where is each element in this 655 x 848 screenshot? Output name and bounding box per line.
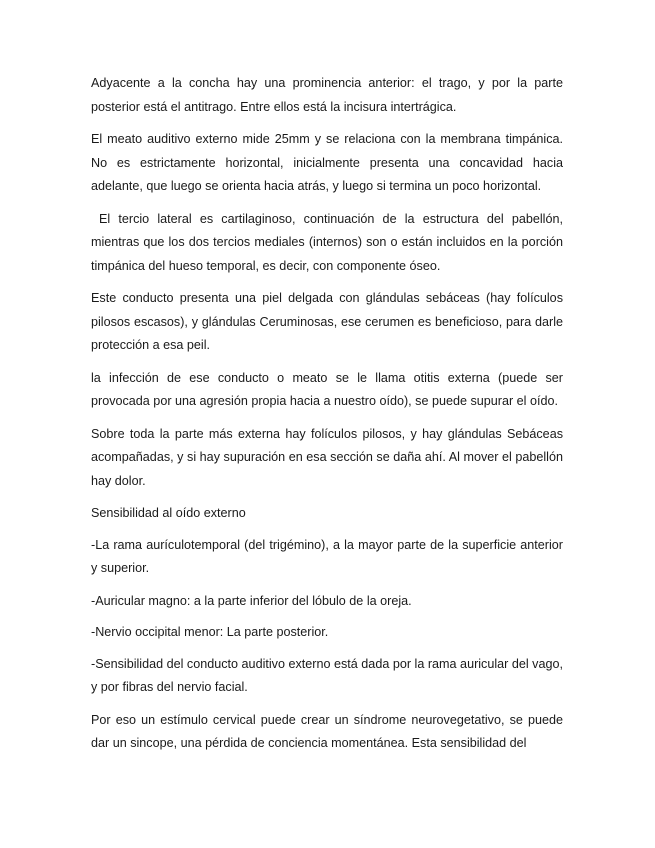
paragraph-conducto-sensibilidad: -Sensibilidad del conducto auditivo externo está dada por la rama auricular del vago, y por fibras del nervio facial. [91, 656, 563, 694]
paragraph-sensibilidad-heading: Sensibilidad al oído externo [91, 506, 246, 520]
paragraph-tercio-lateral: El tercio lateral es cartilaginoso, continuación de la estructura del pabellón, mientras que los dos tercios mediales (internos) son o están incluidos en la porción timpánica del hueso temporal, es decir, con componente óseo. [91, 211, 563, 273]
paragraph-conducto-piel: Este conducto presenta una piel delgada con glándulas sebáceas (hay folículos pilosos escasos), y glándulas Ceruminosas, ese cerumen es beneficioso, para darle protección a esa peil. [91, 291, 563, 352]
paragraph-meato-auditivo: El meato auditivo externo mide 25mm y se relaciona con la membrana timpánica. No es estrictamente horizontal, inicialmente presenta una concavidad hacia adelante, que luego se orienta hacia atrás, y luego si termina un poco horizontal. [91, 132, 563, 193]
document-body [91, 72, 563, 765]
paragraph-nervio-occipital: -Nervio occipital menor: La parte posterior. [91, 625, 329, 639]
paragraph-foliculos-pilosos: Sobre toda la parte más externa hay folículos pilosos, y hay glándulas Sebáceas acompañadas, y si hay supuración en esa sección se daña ahí. Al mover el pabellón hay dolor. [91, 426, 563, 488]
paragraph-otitis-externa: la infección de ese conducto o meato se le llama otitis externa (puede ser provocada por una agresión propia hacia a nuestro oído), se puede supurar el oído. [91, 370, 563, 408]
paragraph-auricular-magno: -Auricular magno: a la parte inferior del lóbulo de la oreja. [91, 593, 412, 608]
paragraph-estimulo-cervical: Por eso un estímulo cervical puede crear un síndrome neurovegetativo, se puede dar un sincope, una pérdida de conciencia momentánea. Esta sensibilidad del [91, 712, 563, 750]
paragraph-rama-auriculotemporal: -La rama aurículotemporal (del trigémino), a la mayor parte de la superficie anterior y superior. [91, 537, 563, 575]
paragraph-trago: Adyacente a la concha hay una prominencia anterior: el trago, y por la parte posterior está el antitrago. Entre ellos está la incisura intertrágica. [91, 76, 563, 114]
